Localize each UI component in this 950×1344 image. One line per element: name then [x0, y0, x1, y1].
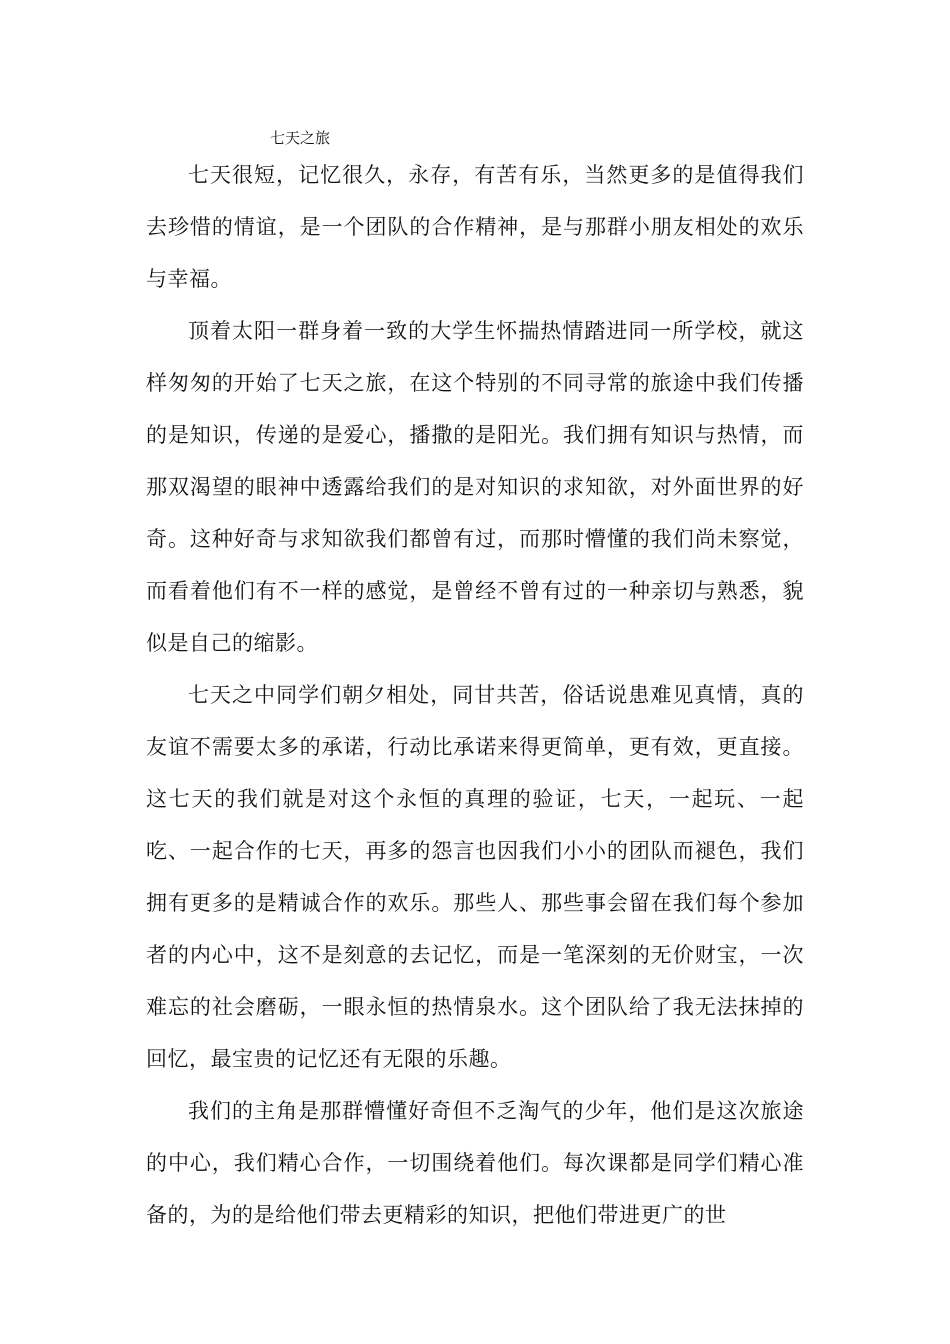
document-title: 七天之旅	[270, 129, 331, 147]
paragraph-1: 七天很短，记忆很久，永存，有苦有乐，当然更多的是值得我们去珍惜的情谊，是一个团队的合作精神，是与那群小朋友相处的欢乐与幸福。	[146, 163, 804, 291]
paragraph-2: 顶着太阳一群身着一致的大学生怀揣热情踏进同一所学校，就这样匆匆的开始了七天之旅，在这个特别的不同寻常的旅途中我们传播的是知识，传递的是爱心，播撒的是阳光。我们拥有知识与热情，而那双渴望的眼神中透露给我们的是对知识的求知欲，对外面世界的好奇。这种好奇与求知欲我们都曾有过，而那时懵懂的我们尚未察觉，而看着他们有不一样的感觉，是曾经不曾有过的一种亲切与熟悉，貌似是自己的缩影。	[146, 319, 804, 655]
document-body	[146, 149, 804, 1241]
paragraph-4: 我们的主角是那群懵懂好奇但不乏淘气的少年，他们是这次旅途的中心，我们精心合作，一切围绕着他们。每次课都是同学们精心准备的，为的是给他们带去更精彩的知识，把他们带进更广的世	[146, 1099, 804, 1227]
paragraph-3: 七天之中同学们朝夕相处，同甘共苦，俗话说患难见真情，真的友谊不需要太多的承诺，行动比承诺来得更简单，更有效，更直接。这七天的我们就是对这个永恒的真理的验证，七天，一起玩、一起吃、一起合作的七天，再多的怨言也因我们小小的团队而褪色，我们拥有更多的是精诚合作的欢乐。那些人、那些事会留在我们每个参加者的内心中，这不是刻意的去记忆，而是一笔深刻的无价财宝，一次难忘的社会磨砺，一眼永恒的热情泉水。这个团队给了我无法抹掉的回忆，最宝贵的记忆还有无限的乐趣。	[146, 683, 804, 1071]
